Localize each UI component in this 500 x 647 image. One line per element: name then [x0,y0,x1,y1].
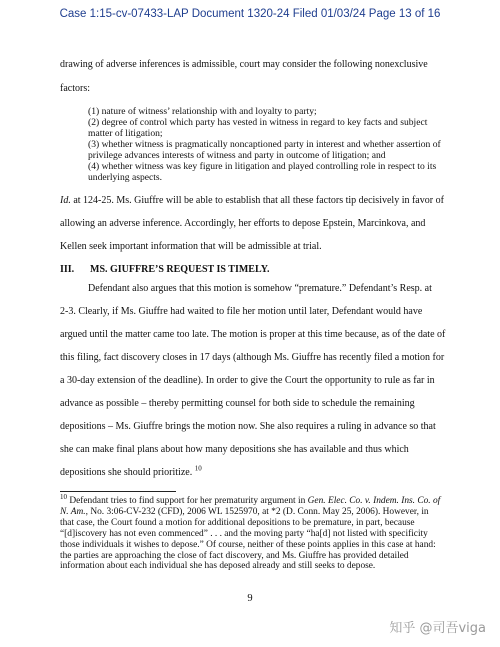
footnote-number: 10 [60,492,67,501]
paragraph-line: argued until the matter came too late. The motion is proper at this time because, as of the date of [60,329,446,340]
page-number: 9 [247,593,253,604]
section-heading [60,264,270,275]
footnote-divider [60,491,176,492]
footnote-lead: Defendant tries to find support for her prematurity argument in [67,496,308,506]
id-citation-rest: at 124-25. Ms. Giuffre will be able to establish that all these factors tip decisively in favor of [70,195,444,206]
paragraph-line: this filing, fact discovery closes in 17 days (although Ms. Giuffre has recently filed a motion for [60,352,445,363]
factor-item: (2) degree of control which party has vested in witness in regard to key facts and subject matter of litigation; [88,117,428,139]
footnote-rest: , No. 3:06-CV-232 (CFD), 2006 WL 1525970, at *2 (D. Conn. May 25, 2006). However, in that case, the Court found a motion for additional depositions to be premature, in part, because “[d]iscovery has not even commenced” . . . and the moving party “ha[d] not listed with specificity those individuals it wishes to depose.” Of course, neither of these points applies in this case at hand: the parties are approaching the close of fact discovery, and Ms. Giuffre has provided detailed information about each individual she has deposed already and still seeks to depose. [60,506,436,572]
factor-item: (4) whether witness was key figure in litigation and played controlling role in respect to its underlying aspects. [88,161,437,183]
paragraph-line [60,464,446,479]
heading-number: III. [60,264,75,275]
factor-item: (3) whether witness is pragmatically noncaptioned party in interest and whether assertion of privilege advances interests of witness and party in outcome of litigation; and [88,139,441,161]
paragraph-text: depositions she should prioritize. [60,467,195,478]
factor-list [88,106,446,183]
footnote-reference[interactable]: 10 [194,464,202,473]
footnote [60,492,444,572]
paragraph-line [60,195,446,207]
paragraph-line: a 30-day extension of the deadline). In order to give the Court the opportunity to rule as far in [60,375,435,386]
body-line-1: drawing of adverse inferences is admissible, court may consider the following nonexclusive [60,59,428,70]
heading-text: MS. GIUFFRE’S REQUEST IS TIMELY. [90,264,270,275]
paragraph-line: depositions – Ms. Giuffre brings the motion now. She also requires a ruling in advance so that [60,421,436,432]
paragraph-line: advance as possible – thereby permitting counsel for both side to schedule the remaining [60,398,415,409]
factor-item: (1) nature of witness’ relationship with and loyalty to party; [88,106,317,117]
paragraph-line: allowing an adverse inference. Accordingly, her efforts to depose Epstein, Marcinkova, and [60,218,426,229]
paragraph-line: she can make final plans about how many depositions she has available and thus which [60,444,409,455]
footnote-case-name: Gen. Elec. Co. v. Indem. Ins. Co. of N. Am. [60,496,441,517]
paragraph-line: 2-3. Clearly, if Ms. Giuffre had waited to file her motion until later, Defendant would have [60,306,423,317]
paragraph-line: Defendant also argues that this motion is somehow “premature.” Defendant’s Resp. at [88,283,432,294]
case-header: Case 1:15-cv-07433-LAP Document 1320-24 Filed 01/03/24 Page 13 of 16 [59,8,441,20]
id-citation: Id. [60,195,71,206]
watermark: 知乎 @司吾viga [389,621,486,636]
body-line-2: factors: [60,83,90,94]
paragraph-line: Kellen seek important information that will be admissible at trial. [60,241,322,252]
